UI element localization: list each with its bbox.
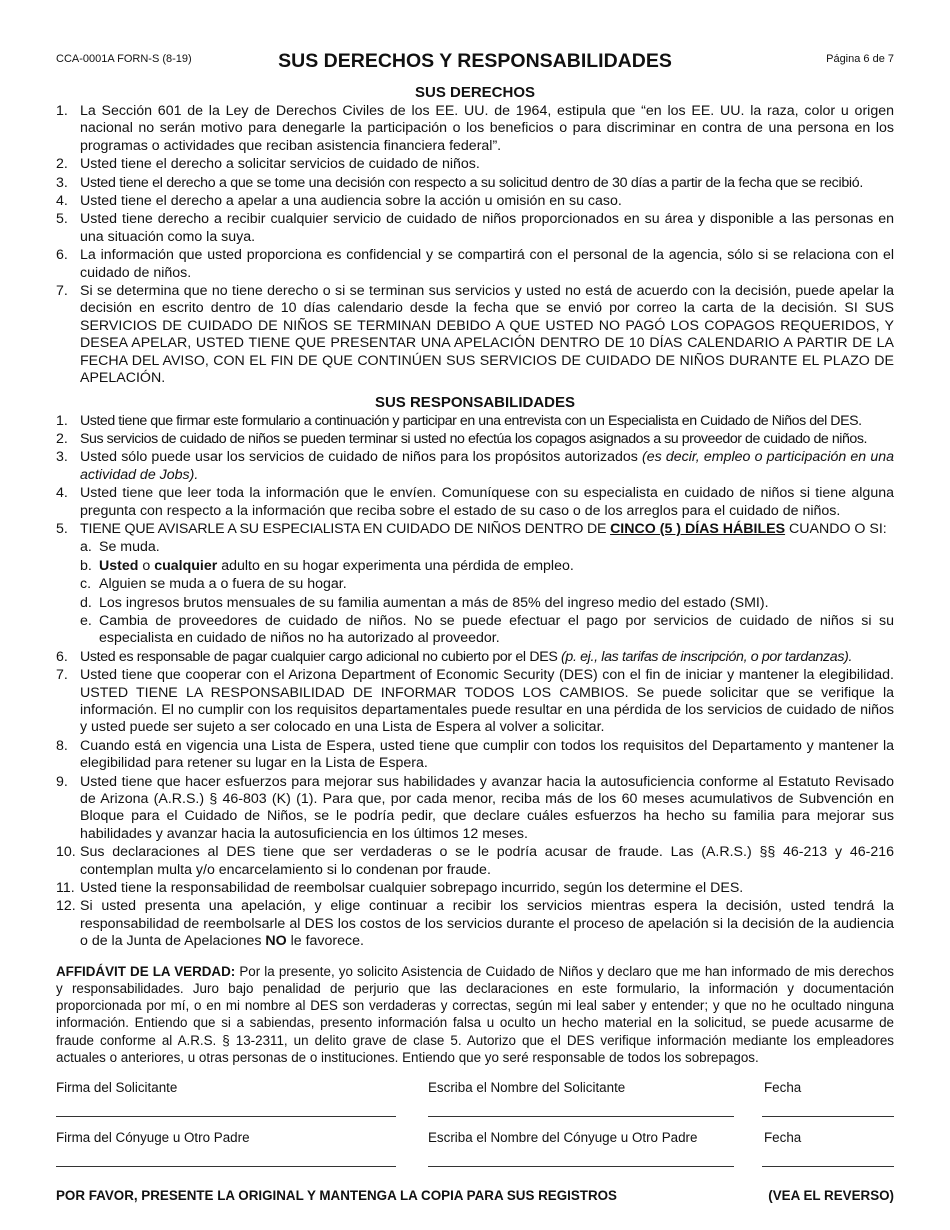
item-number: 2.	[56, 430, 68, 447]
item-text: Usted tiene que hacer esfuerzos para mejorar sus habilidades y avanzar hacia la autosuficiencia conforme al Estatuto Revisado de Arizona (A.R.S.) § 46-803 (K) (1). Para que, por cada menor, reciba más de los 60 meses acumulativos de Subvención en Bloque para el Cuidado de Niños, se le podría pedir, que declare cuáles esfuerzos ha hecho su familia para mejorar sus habilidades y avanzar hacia la autosuficiencia en los últimos 12 meses.	[80, 773, 894, 842]
sub-item-text: Los ingresos brutos mensuales de su familia aumentan a más de 85% del ingreso medio del estado (SMI).	[99, 594, 769, 611]
item-number: 12.	[56, 898, 76, 915]
list-item	[56, 193, 894, 210]
applicant-signature-label: Firma del Solicitante	[56, 1079, 178, 1095]
item-number: 6.	[56, 648, 68, 665]
date-line[interactable]	[762, 1116, 894, 1117]
item-number: 3.	[56, 174, 68, 191]
list-item	[56, 449, 894, 484]
sub-item-letter: d.	[80, 594, 92, 611]
item-number: 8.	[56, 737, 68, 754]
page-header	[56, 0, 894, 80]
item-number: 7.	[56, 283, 68, 300]
item-text: le favorece.	[286, 933, 364, 950]
item-text: Si usted presenta una apelación, y elige continuar a recibir los servicios mientras espera la decisión, usted tendrá la responsabilidad de reembolsarle al DES los costos de los servicios durante el proceso de apelación si la decisión de la audiencia o de la Junta de Apelaciones	[80, 898, 894, 950]
applicant-signature-line[interactable]	[56, 1116, 396, 1117]
item-text: Usted es responsable de pagar cualquier cargo adicional no cubierto por el DES	[80, 648, 562, 665]
item-text: Usted tiene que cooperar con el Arizona Department of Economic Security (DES) con el fin de iniciar y mantener la elegibilidad. USTED TIENE LA RESPONSABILIDAD DE INFORMAR TODOS LOS CAMBIOS. Se puede solicitar que se verifique la información. El no cumplir con los requisitos departamentales puede resultar en una pérdida de los servicios de cuidado de niños y usted puede ser sujeto a ser colocado en una Lista de Espera al volver a solicitar.	[80, 667, 894, 736]
signature-row-spouse	[56, 1130, 894, 1180]
affidavit-lead: AFFIDÁVIT DE LA VERDAD:	[56, 963, 236, 979]
list-item	[56, 413, 894, 430]
item-number: 1.	[56, 103, 68, 119]
item-number: 1.	[56, 412, 68, 429]
applicant-name-label: Escriba el Nombre del Solicitante	[428, 1079, 626, 1095]
list-item	[56, 156, 894, 173]
date-line[interactable]	[762, 1166, 894, 1167]
list-item	[56, 431, 894, 448]
list-item	[56, 898, 894, 950]
item-text: Si se determina que no tiene derecho o si se terminan sus servicios y usted no está de acuerdo con la decisión, puede apelar la decisión en escrito dentro de 10 días calendario desde la fecha que se envió por correo la carta de la decisión. SI SUS SERVICIOS DE CUIDADO DE NIÑOS SE TERMINAN DEBIDO A QUE USTED NO PAGÓ LOS COPAGOS REQUERIDOS, Y DESEA APELAR, USTED TIENE QUE PRESENTAR UNA APELACIÓN DENTRO DE 10 DÍAS CALENDARIO A PARTIR DE LA FECHA DEL AVISO, CON EL FIN DE QUE CONTINÚEN SUS SERVICIOS DE CUIDADO DE NIÑOS DURANTE EL PLAZO DE APELACIÓN.	[80, 283, 894, 387]
footer-see-reverse: (VEA EL REVERSO)	[768, 1187, 894, 1203]
item-text: La información que usted proporciona es confidencial y se compartirá con el personal de la agencia, sólo si se relaciona con el cuidado de niños.	[80, 247, 894, 281]
item-number: 6.	[56, 247, 68, 264]
list-item	[56, 880, 894, 897]
item-text: CUANDO O SI:	[785, 520, 887, 537]
item-text: Usted tiene que leer toda la información que le envíen. Comuníquese con su especialista en cuidado de niños si tiene alguna pregunta con respecto a la información que reciba sobre el estado de su caso o de los arreglos para el cuidado de niños.	[80, 485, 894, 519]
list-item	[56, 485, 894, 520]
sub-list-item	[80, 613, 894, 648]
sub-item-text: adulto en su hogar experimenta una pérdida de empleo.	[217, 557, 574, 574]
date-label: Fecha	[764, 1079, 802, 1095]
item-number: 11.	[56, 880, 75, 897]
item-text: Sus servicios de cuidado de niños se pueden terminar si usted no efectúa los copagos asignados a su proveedor de cuidado de niños.	[80, 430, 867, 447]
spouse-name-line[interactable]	[428, 1166, 734, 1167]
list-item	[56, 649, 894, 666]
list-item	[56, 774, 894, 844]
responsibilities-section-title: SUS RESPONSABILIDADES	[374, 393, 576, 411]
spouse-name-label: Escriba el Nombre del Cónyuge u Otro Padre	[428, 1129, 698, 1145]
sub-item-letter: e.	[80, 612, 92, 629]
item-text: Usted tiene el derecho a apelar a una audiencia sobre la acción u omisión en su caso.	[80, 193, 622, 210]
item-number: 9.	[56, 773, 68, 790]
item-number: 10.	[56, 844, 76, 861]
sub-item-text: o	[138, 557, 155, 574]
sub-list-item	[80, 539, 894, 556]
page-number: Página 6 de 7	[826, 53, 894, 65]
sub-item-text: Cambia de proveedores de cuidado de niños. No se puede efectuar el pago por servicios de cuidado de niños si su especialista en cuidado de niños no ha autorizado al proveedor.	[99, 612, 894, 647]
list-item	[56, 844, 894, 879]
list-item	[56, 103, 894, 155]
item-text: Sus declaraciones al DES tiene que ser verdaderas o se le podría acusar de fraude. Las (A.R.S.) §§ 46-213 y 46-216 contemplan multa y/o encarcelamiento si lo condenan por fraude.	[80, 844, 894, 878]
list-item	[56, 175, 894, 192]
sub-list-item	[80, 595, 894, 612]
item-text: Usted sólo puede usar los servicios de cuidado de niños para los propósitos autorizados	[80, 449, 642, 466]
list-item	[56, 211, 894, 246]
item-number: 3.	[56, 449, 68, 466]
item-text: TIENE QUE AVISARLE A SU ESPECIALISTA EN CUIDADO DE NIÑOS DENTRO DE	[80, 520, 611, 537]
sub-item-text: Se muda.	[99, 539, 160, 556]
list-item	[56, 738, 894, 773]
item-text: Usted tiene el derecho a solicitar servicios de cuidado de niños.	[80, 156, 480, 173]
page-title: SUS DERECHOS Y RESPONSABILIDADES	[278, 50, 672, 72]
item-number: 2.	[56, 156, 68, 173]
sub-item-letter: b.	[80, 557, 92, 574]
rights-section-title: SUS DERECHOS	[414, 84, 536, 101]
item-text-emphasis: CINCO (5 ) DÍAS HÁBILES	[610, 520, 786, 537]
footer-instruction: POR FAVOR, PRESENTE LA ORIGINAL Y MANTENGA LA COPIA PARA SUS REGISTROS	[56, 1187, 617, 1203]
rights-list	[56, 103, 894, 388]
item-text: Cuando está en vigencia una Lista de Espera, usted tiene que cumplir con todos los requisitos del Departamento y mantener la elegibilidad para retener su lugar en la Lista de Espera.	[80, 737, 894, 772]
item-text: Usted tiene el derecho a que se tome una decisión con respecto a su solicitud dentro de 30 días a partir de la fecha que se recibió.	[80, 174, 863, 191]
item-number: 5.	[56, 211, 68, 228]
affidavit-paragraph	[56, 963, 894, 1066]
list-item	[56, 521, 894, 648]
spouse-signature-label: Firma del Cónyuge u Otro Padre	[56, 1129, 250, 1145]
sub-list-item	[80, 558, 894, 575]
item-number: 4.	[56, 485, 68, 502]
spouse-signature-line[interactable]	[56, 1166, 396, 1167]
item-text-emphasis: NO	[265, 933, 287, 950]
sub-item-bold: cualquier	[154, 557, 218, 574]
responsibilities-list	[56, 413, 894, 951]
item-text-italic: (p. ej., las tarifas de inscripción, o por tardanzas).	[561, 648, 853, 665]
item-text: Usted tiene que firmar este formulario a continuación y participar en una entrevista con un Especialista en Cuidado de Niños del DES.	[80, 412, 862, 429]
sub-item-bold: Usted	[99, 557, 139, 574]
item-text: La Sección 601 de la Ley de Derechos Civiles de los EE. UU. de 1964, estipula que “en los EE. UU. la raza, color u origen nacional no serán motivo para denegarle la participación o los beneficios o para discriminar en contra de una persona en los programas o actividades que reciban asistencia financiera federal”.	[80, 103, 894, 154]
sub-list-item	[80, 576, 894, 593]
list-item	[56, 283, 894, 387]
item-number: 5.	[56, 520, 68, 537]
item-text-italic: (es decir, empleo o participación en una actividad de Jobs).	[80, 449, 894, 483]
sub-item-text: Alguien se muda a o fuera de su hogar.	[99, 576, 347, 593]
item-text: Usted tiene la responsabilidad de reembolsar cualquier sobrepago incurrido, según los determine el DES.	[80, 880, 744, 897]
form-code: CCA-0001A FORN-S (8-19)	[56, 53, 192, 65]
sub-list	[80, 539, 894, 647]
list-item	[56, 247, 894, 282]
item-number: 7.	[56, 667, 68, 684]
sub-item-letter: a.	[80, 539, 92, 556]
affidavit-text: Por la presente, yo solicito Asistencia de Cuidado de Niños y declaro que me han informado de mis derechos y responsabilidades. Juro bajo penalidad de perjurio que las declaraciones en este formulario, la información y documentación proporcionada por mí, o en mi nombre al DES son verdaderas y correctas, según mi leal saber y entender; y que no he ocultado ninguna información. Entiendo que si a sabiendas, presento información falsa u oculto un hecho material en la solicitud, se puede acusarme de fraude conforme al A.R.S. § 13-2311, un delito grave de clase 5. Autorizo que el DES verifique información mediante los empleadores actuales o anteriores, u otras personas de o instituciones. Entiendo que yo seré responsable de todos los sobrepagos.	[56, 963, 895, 1065]
page-footer	[56, 1188, 894, 1203]
sub-item-letter: c.	[80, 576, 92, 593]
item-number: 4.	[56, 193, 68, 210]
date-label: Fecha	[764, 1129, 802, 1145]
list-item	[56, 667, 894, 737]
signature-row-applicant	[56, 1080, 894, 1130]
applicant-name-line[interactable]	[428, 1116, 734, 1117]
item-text: Usted tiene derecho a recibir cualquier servicio de cuidado de niños proporcionados en su área y disponible a las personas en una situación como la suya.	[80, 211, 894, 245]
